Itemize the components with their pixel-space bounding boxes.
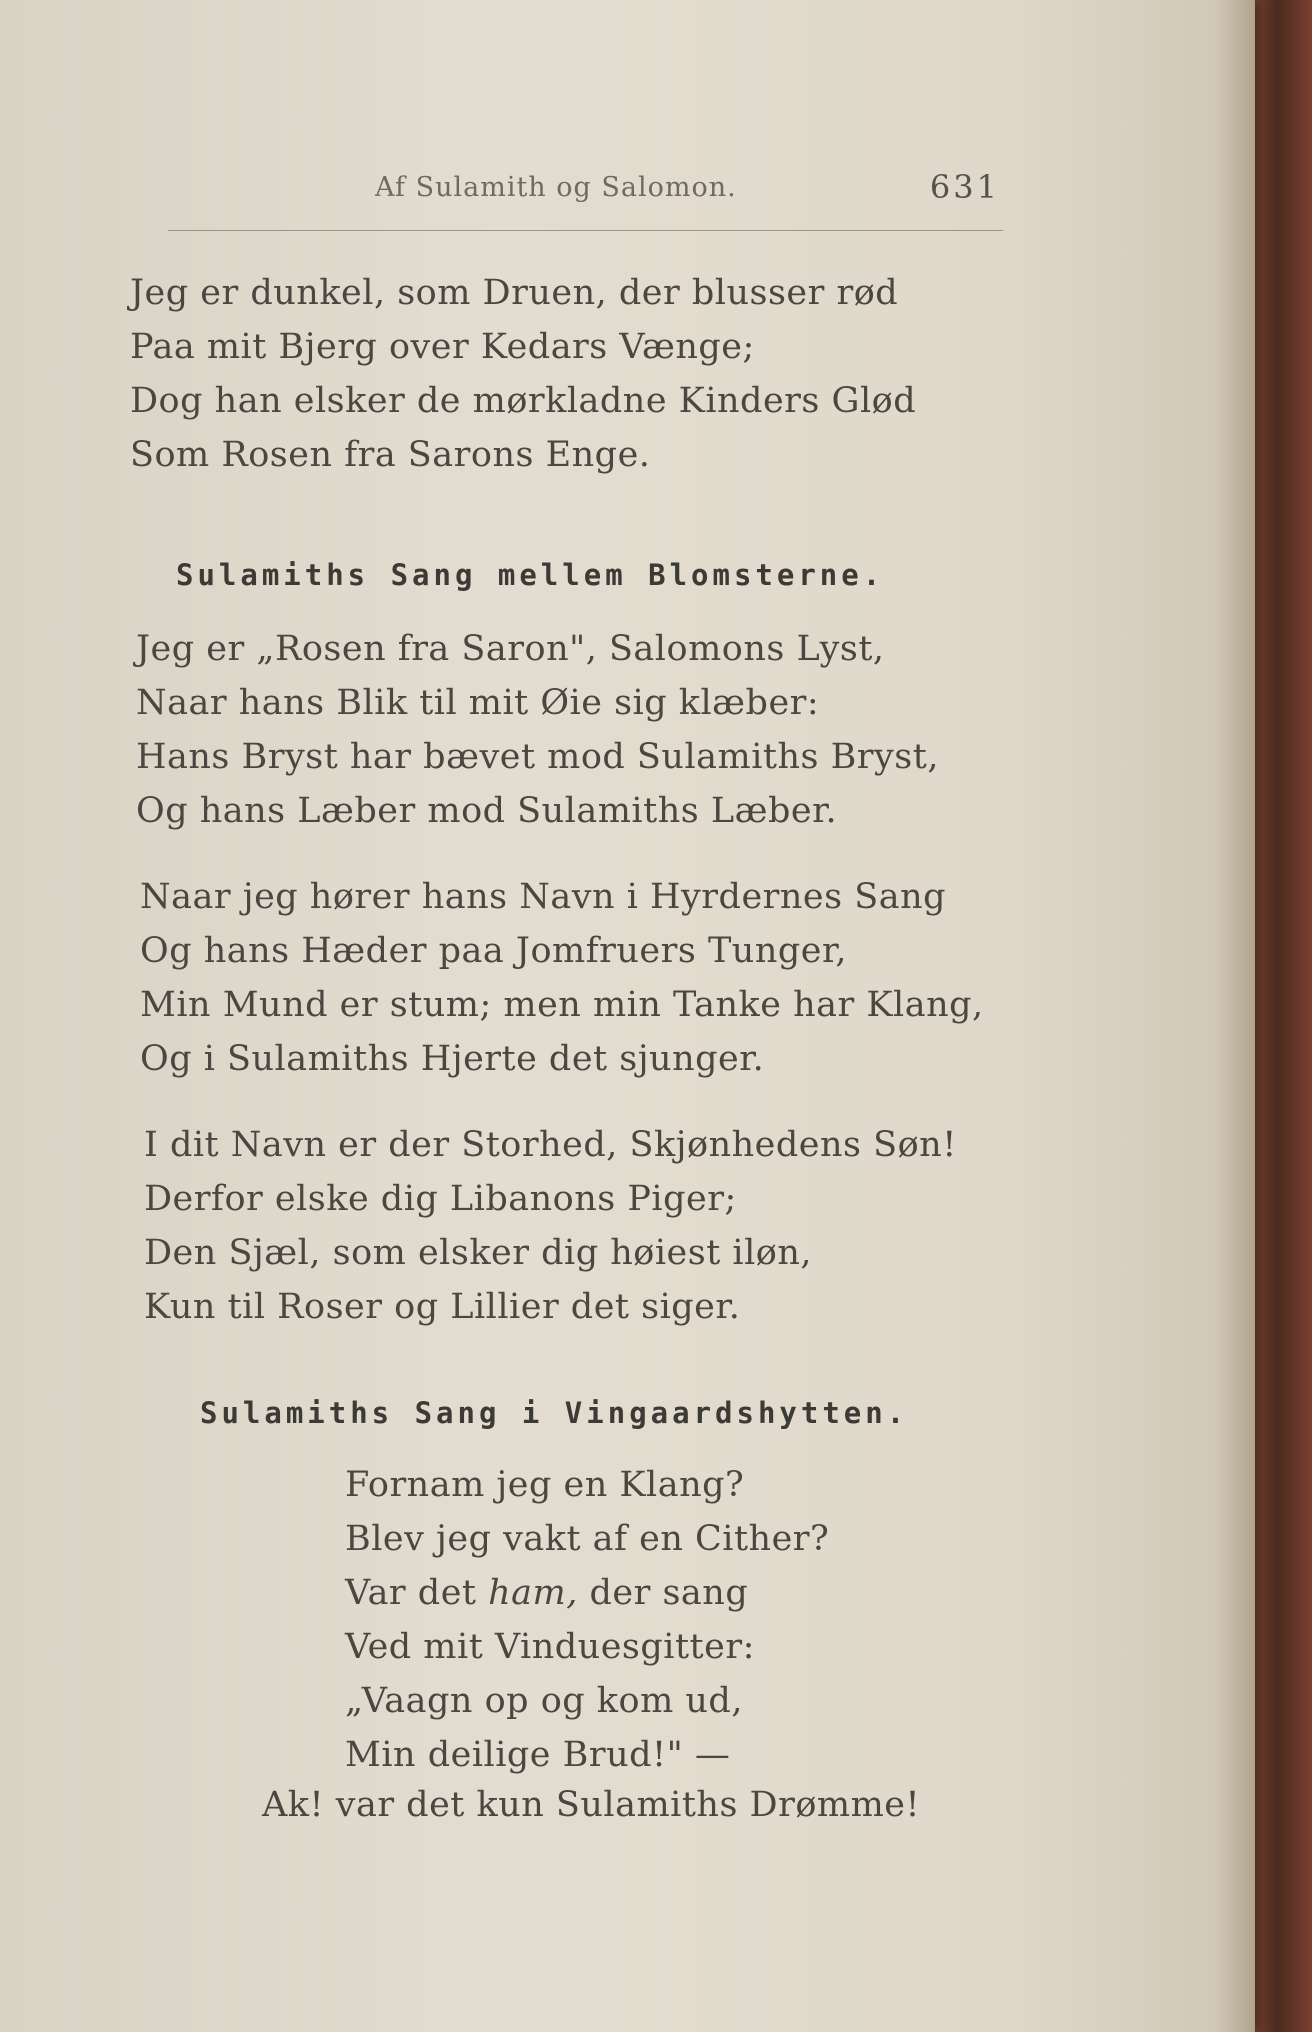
verse-line: Som Rosen fra Sarons Enge. <box>130 435 651 475</box>
final-line <box>262 1778 920 1832</box>
verse-line: Og hans Hæder paa Jomfruers Tunger, <box>140 931 848 971</box>
verse-fragment: der sang <box>577 1573 749 1613</box>
verse-line: Ak! var det kun Sulamiths Drømme! <box>262 1785 921 1825</box>
verse-line: Min Mund er stum; men min Tanke har Klang, <box>140 985 984 1025</box>
stanza-5 <box>345 1458 829 1782</box>
verse-line: Naar jeg hører hans Navn i Hyrdernes Sang <box>140 877 947 917</box>
verse-line: Kun til Roser og Lillier det siger. <box>144 1287 741 1327</box>
verse-line: Og hans Læber mod Sulamiths Læber. <box>136 791 838 831</box>
verse-line: Derfor elske dig Libanons Piger; <box>144 1179 737 1219</box>
section-heading-2: Sulamiths Sang i Vingaardshytten. <box>200 1396 909 1430</box>
verse-line: Og i Sulamiths Hjerte det sjunger. <box>140 1039 765 1079</box>
verse-line: Hans Bryst har bævet mod Sulamiths Bryst, <box>136 737 939 777</box>
verse-line: Jeg er „Rosen fra Saron", Salomons Lyst, <box>136 629 885 669</box>
verse-line: Min deilige Brud!" — <box>345 1735 731 1775</box>
verse-line: Fornam jeg en Klang? <box>345 1465 745 1505</box>
verse-line: Naar hans Blik til mit Øie sig klæber: <box>136 683 820 723</box>
verse-line: I dit Navn er der Storhed, Skjønhedens Søn! <box>144 1125 957 1165</box>
verse-line: „Vaagn op og kom ud, <box>345 1681 743 1721</box>
verse-emphasis: ham, <box>488 1573 578 1613</box>
page-number: 631 <box>929 168 1000 206</box>
page-edge-shadow <box>1215 0 1255 2032</box>
stanza-3 <box>140 870 984 1086</box>
verse-line: Ved mit Vinduesgitter: <box>345 1627 755 1667</box>
running-head <box>170 168 1000 208</box>
verse-line: Jeg er dunkel, som Druen, der blusser rød <box>130 273 899 313</box>
running-head-title: Af Sulamith og Salomon. <box>375 172 737 203</box>
verse-line: Den Sjæl, som elsker dig høiest iløn, <box>144 1233 813 1273</box>
verse-line: Blev jeg vakt af en Cither? <box>345 1519 830 1559</box>
stanza-2 <box>136 622 939 838</box>
verse-line: Dog han elsker de mørkladne Kinders Glød <box>130 381 917 421</box>
verse-line <box>345 1566 829 1620</box>
stanza-1 <box>130 266 916 482</box>
section-heading-1: Sulamiths Sang mellem Blomsterne. <box>176 558 885 592</box>
verse-line: Paa mit Bjerg over Kedars Vænge; <box>130 327 755 367</box>
stanza-4 <box>144 1118 957 1334</box>
verse-fragment: Var det <box>345 1573 489 1613</box>
header-rule <box>168 230 1003 231</box>
